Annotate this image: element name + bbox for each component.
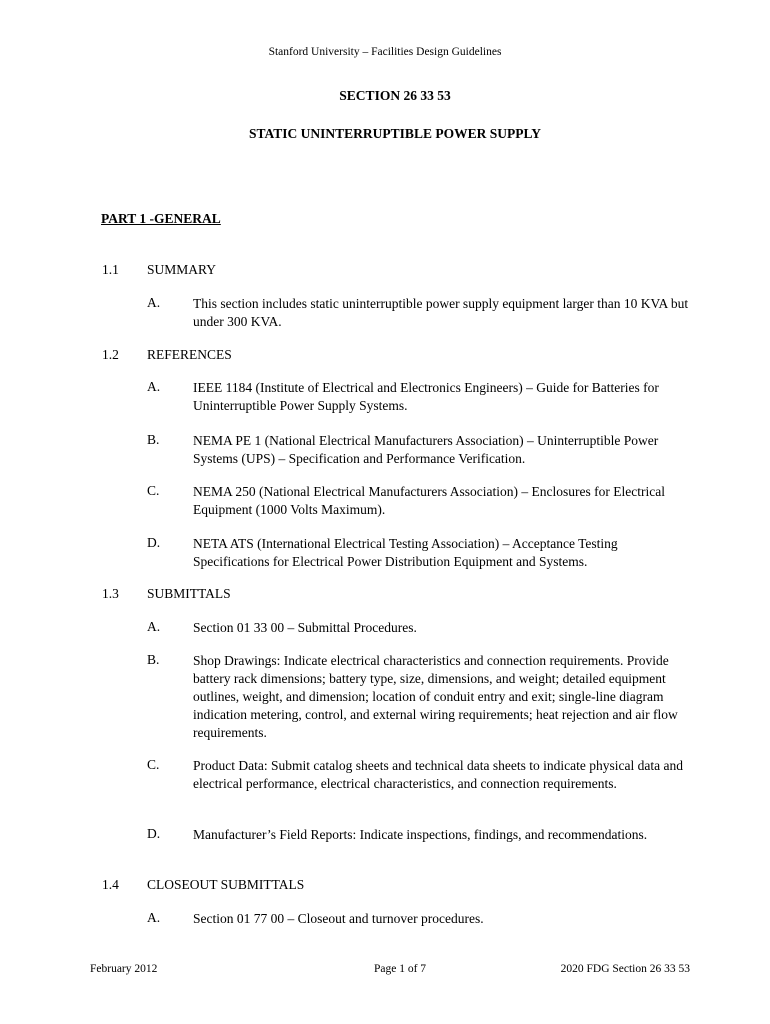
item-text: IEEE 1184 (Institute of Electrical and Electronics Engineers) – Guide for Batteries for Uninterruptible Power Supply Systems. <box>193 380 659 413</box>
item-letter: A. <box>147 910 161 925</box>
item-letter: D. <box>147 535 161 550</box>
item-text: Product Data: Submit catalog sheets and technical data sheets to indicate physical data and electrical performance, electrical characteristics, and connection requirements. <box>193 758 683 791</box>
item-text: NEMA 250 (National Electrical Manufacturers Association) – Enclosures for Electrical Equipment (1000 Volts Maximum). <box>193 484 665 517</box>
article-number: 1.3 <box>102 586 119 601</box>
item-text: Section 01 77 00 – Closeout and turnover procedures. <box>193 911 484 926</box>
article-number: 1.1 <box>102 262 119 277</box>
item-text: Section 01 33 00 – Submittal Procedures. <box>193 620 417 635</box>
article-title: CLOSEOUT SUBMITTALS <box>147 877 305 892</box>
running-header: Stanford University – Facilities Design Guidelines <box>268 46 502 58</box>
item-letter: C. <box>147 483 160 498</box>
article-title: REFERENCES <box>147 347 232 362</box>
item-text: Manufacturer’s Field Reports: Indicate inspections, findings, and recommendations. <box>193 827 648 842</box>
article-title: SUBMITTALS <box>147 586 231 601</box>
article-title: SUMMARY <box>147 262 217 277</box>
item-letter: A. <box>147 619 161 634</box>
footer-section-ref: 2020 FDG Section 26 33 53 <box>560 963 690 975</box>
item-letter: A. <box>147 295 161 310</box>
item-text: This section includes static uninterruptible power supply equipment larger than 10 KVA but under 300 KVA. <box>193 296 689 329</box>
article-number: 1.2 <box>102 347 119 362</box>
item-letter: D. <box>147 826 161 841</box>
item-text: Shop Drawings: Indicate electrical characteristics and connection requirements. Provide battery rack dimensions; battery type, size, dimensions, and weight; detailed equipment outlines, weight, and dimension; location of conduit entry and exit; single-line diagram indication metering, control, and external wiring requirements; heat rejection and air flow requirements. <box>193 653 678 740</box>
item-text: NEMA PE 1 (National Electrical Manufacturers Association) – Uninterruptible Power Systems (UPS) – Specification and Performance Verification. <box>193 433 659 466</box>
item-letter: B. <box>147 432 160 447</box>
section-number: SECTION 26 33 53 <box>339 88 451 103</box>
footer-page-number: Page 1 of 7 <box>373 963 427 975</box>
section-title: STATIC UNINTERRUPTIBLE POWER SUPPLY <box>249 126 541 141</box>
footer-date: February 2012 <box>90 963 158 975</box>
item-text: NETA ATS (International Electrical Testing Association) – Acceptance Testing Specifications for Electrical Power Distribution Equipment and Systems. <box>193 536 618 569</box>
item-letter: C. <box>147 757 160 772</box>
item-letter: B. <box>147 652 160 667</box>
part-title: PART 1 -GENERAL <box>101 211 221 226</box>
article-number: 1.4 <box>102 877 119 892</box>
item-letter: A. <box>147 379 161 394</box>
